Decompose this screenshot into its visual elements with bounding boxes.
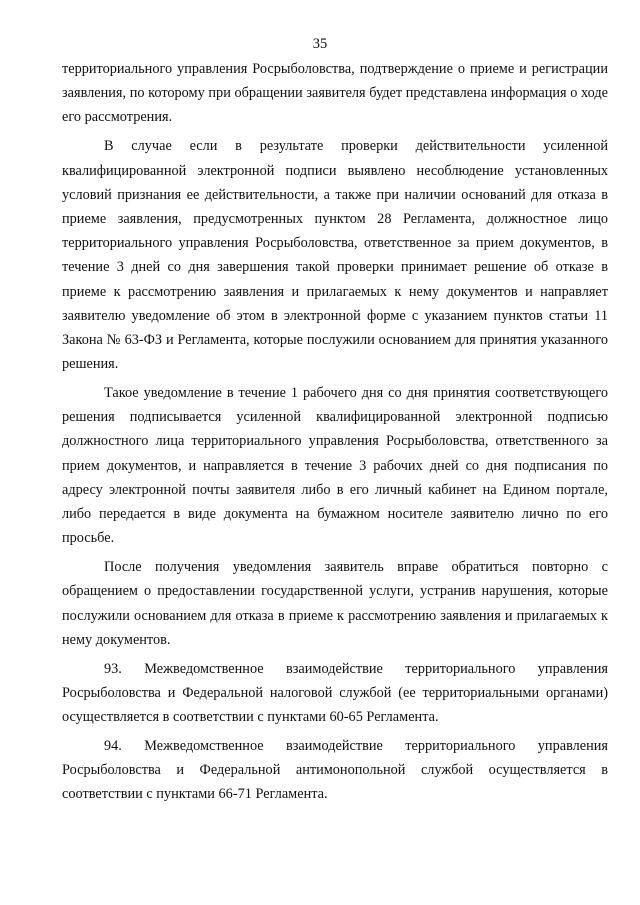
paragraph-item-93: 93. Межведомственное взаимодействие территориального управления Росрыболовства и Федеральной налоговой службой (ее территориальными органами) осуществляется в соответствии с пунктами 60-65 Регламента. bbox=[62, 660, 608, 726]
paragraph-item-94: 94. Межведомственное взаимодействие территориального управления Росрыболовства и Федеральной антимонопольной службой осуществляется в соответствии с пунктами 66-71 Регламента. bbox=[62, 737, 608, 803]
page-number: 35 bbox=[312, 36, 328, 52]
document-body bbox=[62, 57, 608, 807]
paragraph-notification: Такое уведомление в течение 1 рабочего дня со дня принятия соответствующего решения подписывается усиленной квалифицированной электронной подписью должностного лица территориального управления Росрыболовства, ответственного за прием документов, и направляется в течение 3 рабочих дней со дня подписания по адресу электронной почты заявителя либо в его личный кабинет на Едином портале, либо передается в виде документа на бумажном носителе заявителю лично по его просьбе. bbox=[62, 385, 608, 547]
paragraph-continuation: территориального управления Росрыболовства, подтверждение о приеме и регистрации заявления, по которому при обращении заявителя будет представлена информация о ходе его рассмотрения. bbox=[62, 61, 608, 126]
paragraph-repeat-application: После получения уведомления заявитель вправе обратиться повторно с обращением о предоставлении государственной услуги, устранив нарушения, которые послужили основанием для отказа в приеме к рассмотрению заявления и прилагаемых к нему документов. bbox=[62, 559, 608, 648]
paragraph-signature-check: В случае если в результате проверки действительности усиленной квалифицированной электронной подписи выявлено несоблюдение установленных условий признания ее действительности, а также при наличии оснований для отказа в приеме заявления, предусмотренных пунктом 28 Регламента, должностное лицо территориального управления Росрыболовства, ответственное за прием документов, в течение 3 дней со дня завершения такой проверки принимает решение об отказе в приеме к рассмотрению заявления и прилагаемых к нему документов и направляет заявителю уведомление об этом в электронной форме с указанием пунктов статьи 11 Закона № 63-ФЗ и Регламента, которые послужили основанием для принятия указанного решения. bbox=[62, 138, 608, 373]
